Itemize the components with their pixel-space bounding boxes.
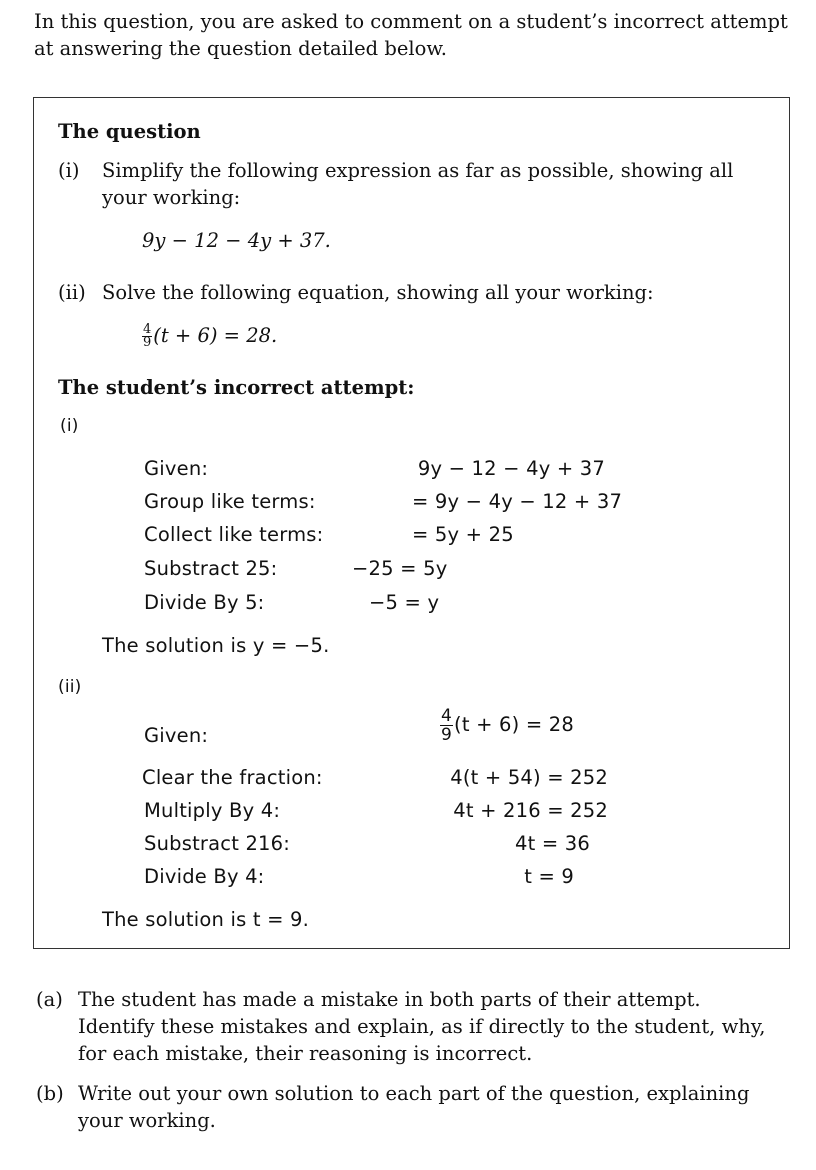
attempt-ii-step-math: 4t = 36 [514,832,590,855]
attempt-ii-step-label: Multiply By 4: [144,799,281,822]
attempt-ii-step-math: t = 9 [524,865,574,888]
attempt-ii-step-math: 4(t + 54) = 252 [450,766,608,789]
attempt-i-conclusion: The solution is y = −5. [102,634,330,657]
attempt-i-step-label: Given: [144,457,209,480]
task-b-text: Write out your own solution to each part of the question, explaining your working. [78,1082,750,1132]
fraction-denominator: 9 [441,725,453,745]
question-part-i-text: Simplify the following expression as far as possible, showing all your working: [102,159,734,209]
fraction-numerator: 4 [441,706,453,726]
attempt-i-step-label: Substract 25: [144,557,278,580]
attempt-i-step-math: −25 = 5y [352,557,448,580]
attempt-i-step-math: = 5y + 25 [412,523,514,546]
attempt-i-step-label: Group like terms: [144,490,316,513]
attempt-ii-given-math [440,707,574,744]
attempt-ii-given-label: Given: [144,724,209,747]
attempt-i-step-math: 9y − 12 − 4y + 37 [417,457,605,480]
attempt-part-ii-label: (ii) [58,677,82,697]
fraction-numerator: 4 [143,322,152,337]
question-part-i-expression [142,227,331,254]
question-part-ii-equation [142,322,277,349]
attempt-part-i-label: (i) [60,416,79,436]
question-part-ii-label: (ii) [58,281,86,304]
fraction [142,324,152,349]
question-part-i-label: (i) [58,159,80,182]
attempt-ii-conclusion: The solution is t = 9. [102,908,310,931]
attempt-ii-step-math: 4t + 216 = 252 [453,799,608,822]
attempt-i-step-math: = 9y − 4y − 12 + 37 [412,490,623,513]
task-a-text: The student has made a mistake in both parts of their attempt. Identify these mistakes and explain, as if directly to the student, why, for each mistake, their reasoning is incorrect. [78,988,766,1065]
equation-rest: (t + 6) = 28. [153,324,278,347]
handwritten-fraction [440,707,453,744]
attempt-i-step-math: −5 = y [369,591,440,614]
question-heading: The question [58,120,201,143]
expression-text: 9y − 12 − 4y + 37. [142,229,331,252]
task-b-label: (b) [36,1082,64,1105]
attempt-ii-step-label: Clear the fraction: [142,766,323,789]
attempt-heading: The student’s incorrect attempt: [58,376,415,399]
fraction-denominator: 9 [143,335,152,350]
attempt-ii-step-label: Substract 216: [144,832,291,855]
intro-text: In this question, you are asked to comment on a student’s incorrect attempt at answering the question detailed below. [34,10,788,60]
attempt-ii-step-label: Divide By 4: [144,865,265,888]
question-part-ii-text: Solve the following equation, showing all your working: [102,281,654,304]
attempt-i-step-label: Divide By 5: [144,591,265,614]
task-a-label: (a) [36,988,63,1011]
attempt-i-step-label: Collect like terms: [144,523,324,546]
given-rest: (t + 6) = 28 [454,713,574,736]
